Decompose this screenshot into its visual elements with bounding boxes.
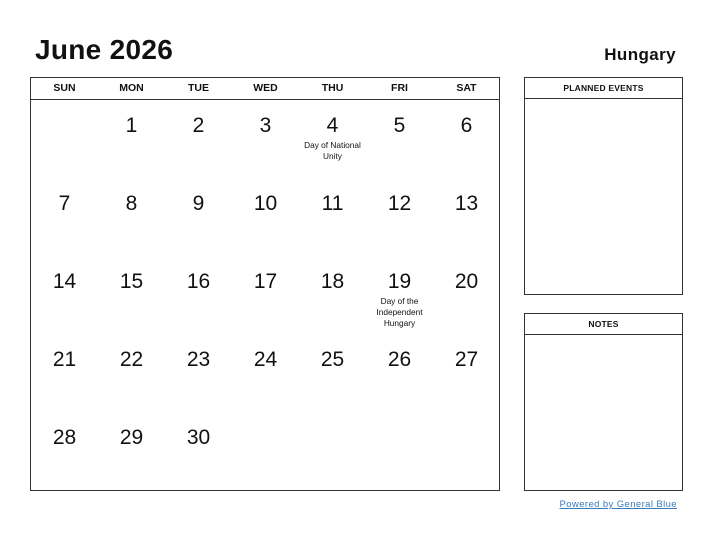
day-number: 29 [119,426,144,449]
day-number: 14 [52,270,77,293]
day-cell [31,256,98,334]
weekday-sun: SUN [53,82,76,94]
day-cell [31,412,98,490]
day-number: 10 [253,192,278,215]
day-cell [299,178,366,256]
planned-events-panel [524,77,683,295]
holiday-label: Day of the Independent Hungary [376,296,423,328]
day-cell [165,412,232,490]
day-number: 11 [321,192,344,215]
day-cell [165,256,232,334]
day-cell [433,100,500,178]
day-number: 9 [192,192,205,215]
day-number: 15 [119,270,144,293]
day-cell [98,334,165,412]
powered-by-link[interactable]: Powered by General Blue [559,499,677,510]
day-number: 21 [52,348,77,371]
day-cell [366,178,433,256]
day-number: 18 [320,270,345,293]
day-cell [31,100,98,178]
day-number: 23 [186,348,211,371]
day-number: 16 [186,270,211,293]
day-cell [433,256,500,334]
day-cell [299,256,366,334]
day-number: 30 [186,426,211,449]
day-cell [31,178,98,256]
day-cell [232,178,299,256]
day-number: 4 [326,114,339,137]
day-cell [98,256,165,334]
notes-title: NOTES [525,314,682,335]
day-cell [366,256,433,334]
day-cell [31,334,98,412]
day-cell [433,412,500,490]
day-number: 1 [125,114,138,137]
weekday-mon: MON [119,82,144,94]
day-number: 25 [320,348,345,371]
day-cell [165,178,232,256]
weekday-header-row [31,78,499,100]
day-number: 27 [454,348,479,371]
day-cell [232,412,299,490]
day-cell [232,256,299,334]
day-number: 26 [387,348,412,371]
day-cell [299,334,366,412]
day-number: 20 [454,270,479,293]
day-number: 8 [125,192,138,215]
day-number: 2 [192,114,205,137]
holiday-label: Day of National Unity [304,140,361,161]
day-cell [299,412,366,490]
day-number: 24 [253,348,278,371]
day-cell [433,334,500,412]
weekday-thu: THU [321,82,344,94]
day-number: 22 [119,348,144,371]
day-number: 19 [387,270,412,293]
weekday-fri: FRI [391,82,408,94]
day-cell [366,334,433,412]
planned-events-title: PLANNED EVENTS [525,78,682,99]
day-number: 7 [58,192,71,215]
day-number: 6 [460,114,473,137]
weekday-tue: TUE [188,82,209,94]
day-cell [232,100,299,178]
day-number: 13 [454,192,479,215]
calendar-grid [30,77,500,491]
day-cell [98,178,165,256]
day-cell [165,334,232,412]
day-cell [366,412,433,490]
weekday-sat: SAT [456,82,477,94]
day-number: 28 [52,426,77,449]
day-cell [366,100,433,178]
country-label: Hungary [604,45,676,64]
day-cell [98,412,165,490]
day-number: 17 [253,270,278,293]
weekday-wed: WED [253,82,278,94]
day-number: 12 [387,192,412,215]
notes-panel [524,313,683,491]
day-number: 5 [393,114,406,137]
day-cell [433,178,500,256]
page-title: June 2026 [35,34,174,65]
day-cell [98,100,165,178]
day-cell [165,100,232,178]
day-cell [232,334,299,412]
day-cell [299,100,366,178]
day-number: 3 [259,114,272,137]
